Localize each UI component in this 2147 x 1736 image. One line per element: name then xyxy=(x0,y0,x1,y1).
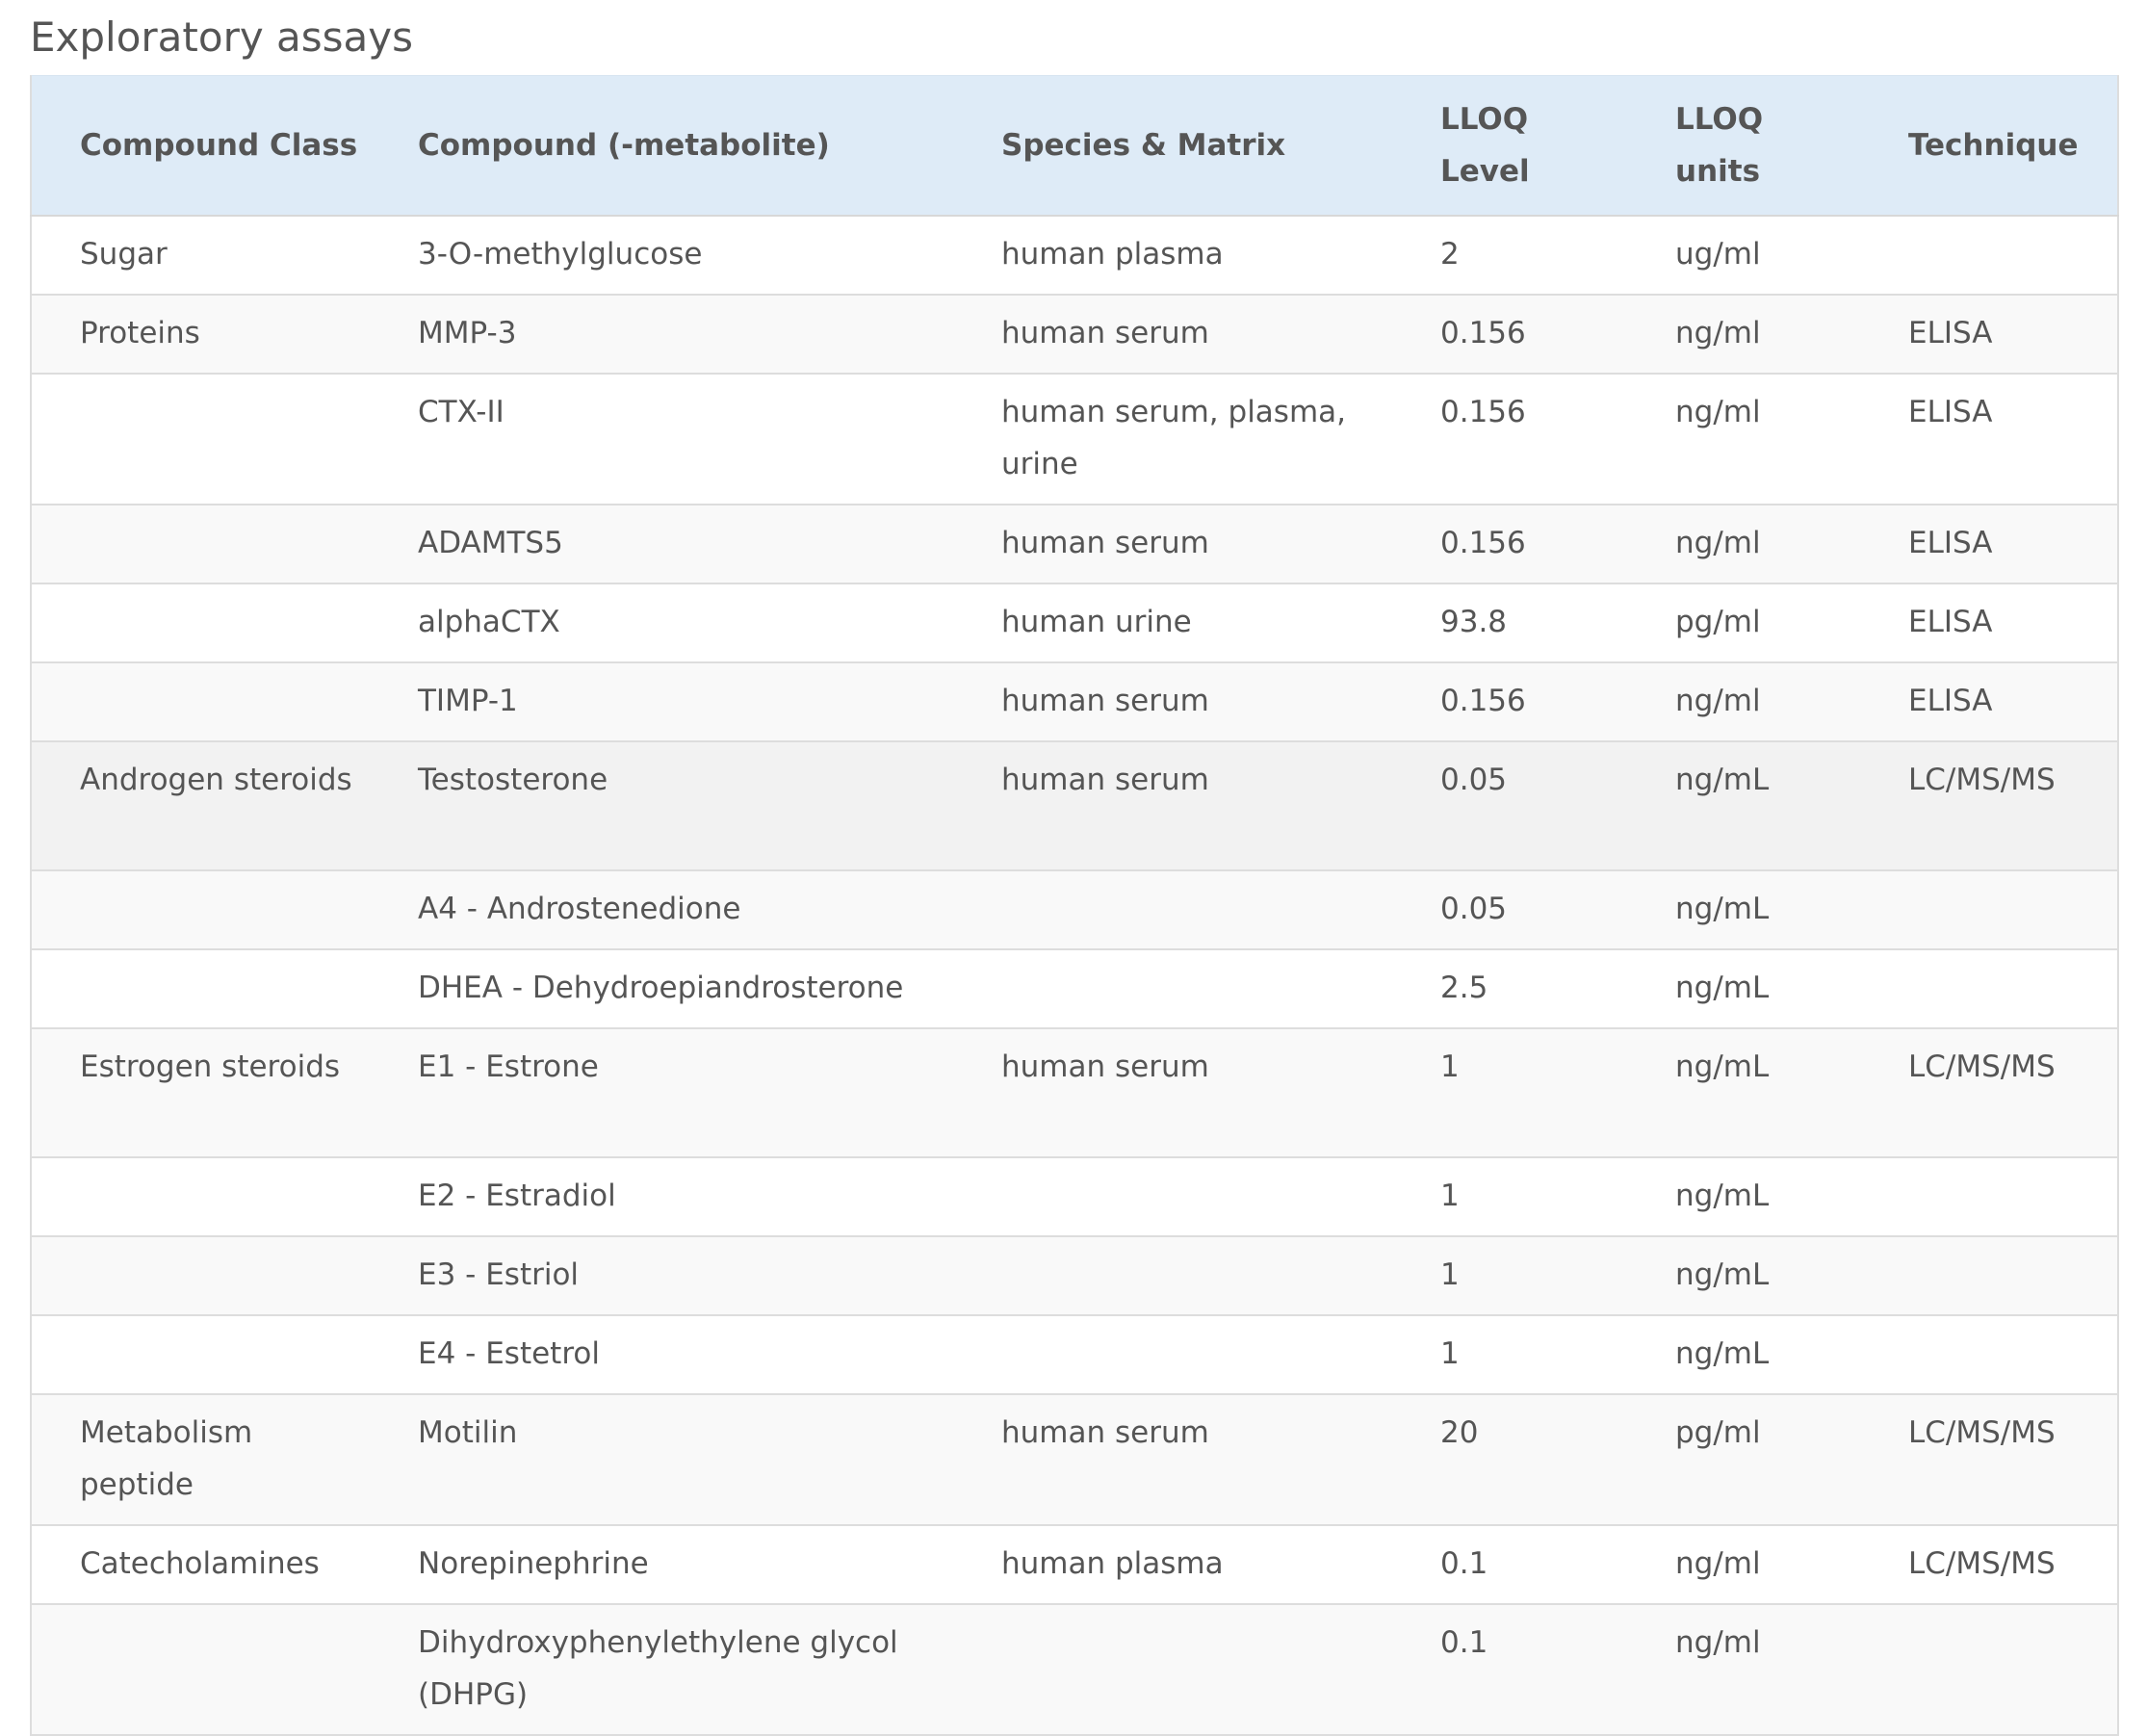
cell-lloq-units: pg/ml xyxy=(1627,583,1860,662)
header-lloq-level: LLOQ Level xyxy=(1392,76,1627,216)
header-species-matrix: Species & Matrix xyxy=(953,76,1392,216)
cell-lloq-level: 2 xyxy=(1392,216,1627,295)
cell-lloq-units: ng/mL xyxy=(1627,741,1860,870)
table-row xyxy=(31,295,2118,374)
header-compound: Compound (-metabolite) xyxy=(370,76,953,216)
cell-compound: Norepinephrine xyxy=(370,1525,953,1604)
cell-species-matrix: human serum, plasma, urine xyxy=(953,374,1392,505)
cell-technique: LC/MS/MS xyxy=(1860,1028,2118,1157)
cell-compound-class xyxy=(31,505,370,583)
cell-lloq-units: ng/mL xyxy=(1627,1028,1860,1157)
cell-compound: E4 - Estetrol xyxy=(370,1315,953,1394)
cell-technique: ELISA xyxy=(1860,295,2118,374)
table-row xyxy=(31,741,2118,870)
cell-species-matrix xyxy=(953,1604,1392,1735)
cell-compound-class xyxy=(31,374,370,505)
page-content xyxy=(30,0,2117,1736)
cell-compound: TIMP-1 xyxy=(370,662,953,741)
cell-lloq-level: 0.1 xyxy=(1392,1604,1627,1735)
cell-technique xyxy=(1860,1157,2118,1236)
cell-lloq-units: ng/mL xyxy=(1627,870,1860,949)
cell-compound: CTX-II xyxy=(370,374,953,505)
cell-lloq-level: 1 xyxy=(1392,1028,1627,1157)
cell-lloq-units: ng/ml xyxy=(1627,662,1860,741)
table-row xyxy=(31,505,2118,583)
cell-species-matrix: human serum xyxy=(953,295,1392,374)
cell-compound: Motilin xyxy=(370,1394,953,1525)
table-row xyxy=(31,949,2118,1028)
cell-lloq-units: ng/mL xyxy=(1627,1315,1860,1394)
cell-compound-class: Catecholamines xyxy=(31,1525,370,1604)
cell-lloq-units: ng/mL xyxy=(1627,1236,1860,1315)
cell-technique: ELISA xyxy=(1860,662,2118,741)
cell-technique xyxy=(1860,216,2118,295)
cell-lloq-level: 0.156 xyxy=(1392,374,1627,505)
cell-compound-class: Proteins xyxy=(31,295,370,374)
cell-species-matrix: human serum xyxy=(953,1394,1392,1525)
cell-species-matrix xyxy=(953,1157,1392,1236)
cell-species-matrix xyxy=(953,1315,1392,1394)
cell-technique: LC/MS/MS xyxy=(1860,1394,2118,1525)
cell-lloq-level: 1 xyxy=(1392,1236,1627,1315)
cell-technique xyxy=(1860,1315,2118,1394)
cell-lloq-units: ng/mL xyxy=(1627,1157,1860,1236)
cell-lloq-level: 0.1 xyxy=(1392,1525,1627,1604)
cell-compound-class xyxy=(31,1157,370,1236)
cell-compound-class xyxy=(31,583,370,662)
cell-lloq-level: 1 xyxy=(1392,1157,1627,1236)
table-row xyxy=(31,583,2118,662)
cell-lloq-units: ng/ml xyxy=(1627,295,1860,374)
table-row xyxy=(31,374,2118,505)
table-row xyxy=(31,1157,2118,1236)
cell-lloq-units: ng/ml xyxy=(1627,1525,1860,1604)
cell-compound-class xyxy=(31,1315,370,1394)
cell-lloq-units: ug/ml xyxy=(1627,216,1860,295)
table-row xyxy=(31,1236,2118,1315)
cell-compound-class xyxy=(31,870,370,949)
table-row xyxy=(31,1525,2118,1604)
table-row xyxy=(31,662,2118,741)
header-compound-class: Compound Class xyxy=(31,76,370,216)
cell-lloq-level: 0.156 xyxy=(1392,295,1627,374)
table-row xyxy=(31,216,2118,295)
cell-technique: ELISA xyxy=(1860,583,2118,662)
cell-compound: MMP-3 xyxy=(370,295,953,374)
cell-species-matrix: human urine xyxy=(953,583,1392,662)
header-lloq-units: LLOQ units xyxy=(1627,76,1860,216)
table-row xyxy=(31,1028,2118,1157)
cell-compound-class: Metabolism peptide xyxy=(31,1394,370,1525)
cell-compound-class: Estrogen steroids xyxy=(31,1028,370,1157)
cell-compound: 3-O-methylglucose xyxy=(370,216,953,295)
cell-technique xyxy=(1860,949,2118,1028)
cell-lloq-level: 2.5 xyxy=(1392,949,1627,1028)
table-header xyxy=(31,76,2118,216)
cell-technique xyxy=(1860,1236,2118,1315)
cell-technique: ELISA xyxy=(1860,374,2118,505)
cell-lloq-level: 0.05 xyxy=(1392,870,1627,949)
cell-compound: E2 - Estradiol xyxy=(370,1157,953,1236)
cell-lloq-level: 1 xyxy=(1392,1315,1627,1394)
cell-compound-class: Sugar xyxy=(31,216,370,295)
cell-compound: Testosterone xyxy=(370,741,953,870)
cell-lloq-units: ng/ml xyxy=(1627,505,1860,583)
header-technique: Technique xyxy=(1860,76,2118,216)
cell-technique: LC/MS/MS xyxy=(1860,1525,2118,1604)
cell-species-matrix xyxy=(953,870,1392,949)
cell-species-matrix: human serum xyxy=(953,662,1392,741)
cell-species-matrix: human plasma xyxy=(953,1525,1392,1604)
cell-compound: E1 - Estrone xyxy=(370,1028,953,1157)
cell-lloq-level: 0.156 xyxy=(1392,505,1627,583)
cell-compound-class xyxy=(31,662,370,741)
table-row xyxy=(31,1604,2118,1735)
cell-technique xyxy=(1860,870,2118,949)
table-row xyxy=(31,1394,2118,1525)
table-row xyxy=(31,870,2118,949)
cell-lloq-level: 93.8 xyxy=(1392,583,1627,662)
assays-table xyxy=(30,75,2119,1736)
cell-technique: LC/MS/MS xyxy=(1860,741,2118,870)
cell-lloq-units: ng/ml xyxy=(1627,374,1860,505)
cell-technique xyxy=(1860,1604,2118,1735)
cell-compound: E3 - Estriol xyxy=(370,1236,953,1315)
cell-compound-class xyxy=(31,1236,370,1315)
cell-compound: ADAMTS5 xyxy=(370,505,953,583)
cell-lloq-level: 20 xyxy=(1392,1394,1627,1525)
table-row xyxy=(31,1315,2118,1394)
cell-lloq-units: pg/ml xyxy=(1627,1394,1860,1525)
cell-species-matrix: human plasma xyxy=(953,216,1392,295)
cell-lloq-level: 0.05 xyxy=(1392,741,1627,870)
cell-compound-class xyxy=(31,949,370,1028)
cell-species-matrix xyxy=(953,1236,1392,1315)
header-row xyxy=(31,76,2118,216)
cell-compound: A4 - Androstenedione xyxy=(370,870,953,949)
cell-compound: alphaCTX xyxy=(370,583,953,662)
page-title: Exploratory assays xyxy=(30,13,414,61)
cell-species-matrix xyxy=(953,949,1392,1028)
cell-compound: Dihydroxyphenylethylene glycol (DHPG) xyxy=(370,1604,953,1735)
cell-lloq-units: ng/ml xyxy=(1627,1604,1860,1735)
cell-lloq-units: ng/mL xyxy=(1627,949,1860,1028)
cell-compound-class: Androgen steroids xyxy=(31,741,370,870)
cell-compound: DHEA - Dehydroepiandrosterone xyxy=(370,949,953,1028)
cell-compound-class xyxy=(31,1604,370,1735)
cell-lloq-level: 0.156 xyxy=(1392,662,1627,741)
table-body xyxy=(31,216,2118,1735)
cell-species-matrix: human serum xyxy=(953,741,1392,870)
cell-species-matrix: human serum xyxy=(953,505,1392,583)
cell-species-matrix: human serum xyxy=(953,1028,1392,1157)
cell-technique: ELISA xyxy=(1860,505,2118,583)
